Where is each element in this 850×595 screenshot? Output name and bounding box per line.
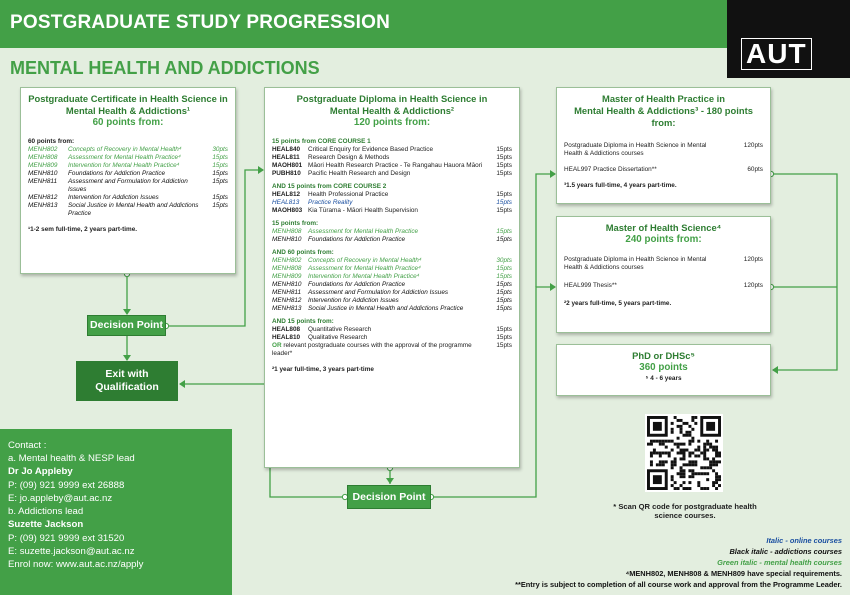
course-row xyxy=(272,154,512,162)
contact-b-label: b. Addictions lead xyxy=(8,506,84,518)
course-code: MENH808 xyxy=(272,227,302,235)
course-code: MENH810 xyxy=(28,169,58,177)
course-row xyxy=(564,166,763,174)
connector-decision2-mhp xyxy=(536,174,555,287)
decision-point-1 xyxy=(87,315,166,336)
diploma-core2-list xyxy=(272,191,512,215)
decision-point-2 xyxy=(347,485,431,509)
cert-points: 60 points from: xyxy=(92,117,164,129)
legend-online: Italic - online courses xyxy=(766,536,842,545)
card-postgraduate-diploma xyxy=(264,87,520,468)
course-points: 15pts xyxy=(496,198,512,206)
course-name: Kia Tūrama - Māori Health Supervision xyxy=(308,206,418,214)
diploma-or-text: relevant postgraduate courses with the approval of the programme leader* xyxy=(272,341,472,357)
mhs-title: Master of Health Science⁴ xyxy=(605,222,722,233)
course-name: Research Design & Methods xyxy=(308,153,390,161)
logo-text: AUT xyxy=(741,38,812,70)
course-points: 15pts xyxy=(496,145,512,153)
mhs-footnote: ²2 years full-time, 5 years part-time. xyxy=(564,300,672,308)
qr-code[interactable] xyxy=(645,414,723,492)
course-points: 15pts xyxy=(496,169,512,177)
contact-b-email[interactable]: E: suzette.jackson@aut.ac.nz xyxy=(8,545,135,557)
diploma-sec3-heading: 15 points from: xyxy=(272,219,319,227)
course-name: Intervention for Mental Health Practice⁴ xyxy=(308,272,420,280)
course-row xyxy=(272,265,512,273)
course-name: Health Professional Practice xyxy=(308,190,389,198)
course-code: MENH808 xyxy=(28,153,58,161)
course-code: MENH808 xyxy=(272,264,302,272)
diploma-sec5-or-row xyxy=(272,342,512,358)
diploma-sec5-list xyxy=(272,326,512,342)
diploma-sec4-list xyxy=(272,257,512,313)
mhp-footnote: ³1.5 years full-time, 4 years part-time. xyxy=(564,181,677,189)
course-points: 15pts xyxy=(496,325,512,333)
course-row xyxy=(272,199,512,207)
diploma-footnote: ²1 year full-time, 3 years part-time xyxy=(272,365,374,373)
legend-note-special: ⁴MENH802, MENH808 & MENH809 have special requirements. xyxy=(625,569,842,579)
course-name: Māori Health Research Practice - Te Rangahau Hauora Māori xyxy=(308,161,483,169)
course-points: 120pts xyxy=(743,141,763,149)
course-row xyxy=(28,162,228,170)
mhs-list xyxy=(564,256,763,290)
card-master-health-practice xyxy=(556,87,771,204)
course-row xyxy=(272,146,512,154)
course-name: Postgraduate Diploma in Health Science in Mental Health & Addictions courses xyxy=(564,256,707,272)
course-code: HEAL810 xyxy=(272,333,301,341)
course-name: Social Justice in Mental Health and Addictions Practice xyxy=(308,304,464,312)
course-name: Foundations for Addiction Practice xyxy=(308,280,406,288)
course-code: HEAL812 xyxy=(272,190,301,198)
qr-code-graphic xyxy=(647,416,721,490)
course-row xyxy=(272,334,512,342)
mhp-title-2: Mental Health & Addictions³ - 180 points from: xyxy=(574,105,753,129)
contact-panel xyxy=(0,429,232,595)
qr-caption: * Scan QR code for postgraduate health science courses. xyxy=(613,502,757,521)
course-row xyxy=(28,178,228,194)
course-name: Postgraduate Diploma in Health Science in Mental Health & Addictions courses xyxy=(564,141,707,157)
diploma-sec5-heading: AND 15 points from: xyxy=(272,317,334,325)
course-code: MAOH803 xyxy=(272,206,303,214)
course-row xyxy=(272,191,512,199)
contact-b-phone: P: (09) 921 9999 ext 31520 xyxy=(8,532,125,544)
course-code: MAOH801 xyxy=(272,161,303,169)
phd-title: PhD or DHSc⁵ xyxy=(632,350,695,361)
course-name: Assessment for Mental Health Practice xyxy=(308,227,419,235)
course-row xyxy=(272,297,512,305)
course-points: 15pts xyxy=(496,296,512,304)
legend xyxy=(515,535,842,591)
course-points: 15pts xyxy=(496,280,512,288)
page-subtitle: MENTAL HEALTH AND ADDICTIONS xyxy=(10,58,320,78)
course-points: 15pts xyxy=(496,264,512,272)
mhs-points: 240 points from: xyxy=(625,234,702,246)
course-name: Critical Enquiry for Evidence Based Practice xyxy=(308,145,434,153)
legend-note-entry: **Entry is subject to completion of all course work and approval from the Programme Leader. xyxy=(515,580,842,590)
course-code: MENH802 xyxy=(272,256,302,264)
course-points: 30pts xyxy=(496,256,512,264)
course-name: Intervention for Addiction Issues xyxy=(68,193,159,201)
course-row xyxy=(28,202,228,218)
course-row xyxy=(272,326,512,334)
cert-title-1: Postgraduate Certificate in Health Science in xyxy=(28,93,228,104)
course-code: HEAL811 xyxy=(272,153,300,161)
course-points: 15pts xyxy=(212,201,228,209)
course-name: Concepts of Recovery in Mental Health⁴ xyxy=(68,145,182,153)
course-points: 15pts xyxy=(496,272,512,280)
diploma-sec4-heading: AND 60 points from: xyxy=(272,248,334,256)
course-name: Intervention for Mental Health Practice⁴ xyxy=(68,161,180,169)
course-points: 15pts xyxy=(496,153,512,161)
course-name: Practice Reality xyxy=(308,198,353,206)
course-points: 30pts xyxy=(212,145,228,153)
course-name: Assessment and Formulation for Addiction Issues xyxy=(68,177,188,193)
course-row xyxy=(272,170,512,178)
course-points: 15pts xyxy=(212,153,228,161)
course-points: 15pts xyxy=(496,288,512,296)
contact-a-email[interactable]: E: jo.appleby@aut.ac.nz xyxy=(8,492,113,504)
course-name: Foundations for Addiction Practice xyxy=(308,235,406,243)
legend-mental-health: Green italic - mental health courses xyxy=(717,558,842,568)
course-name: HEAL997 Practice Dissertation** xyxy=(564,165,657,173)
contact-a-name: Dr Jo Appleby xyxy=(8,466,73,478)
cert-course-list xyxy=(28,146,228,218)
course-code: MENH812 xyxy=(272,296,302,304)
course-code: MENH811 xyxy=(28,177,58,185)
course-row xyxy=(564,282,763,290)
page-title: POSTGRADUATE STUDY PROGRESSION xyxy=(10,12,391,33)
card-master-health-science xyxy=(556,216,771,333)
course-code: HEAL813 xyxy=(272,198,300,206)
phd-points: 360 points xyxy=(639,362,688,374)
course-points: 15pts xyxy=(212,169,228,177)
enrol-link[interactable]: Enrol now: www.aut.ac.nz/apply xyxy=(8,559,144,571)
diploma-or-word: OR xyxy=(272,341,282,349)
course-points: 120pts xyxy=(743,282,763,290)
course-code: MENH802 xyxy=(28,145,58,153)
course-points: 15pts xyxy=(212,193,228,201)
course-code: MENH813 xyxy=(272,304,302,312)
course-row xyxy=(272,273,512,281)
course-points: 15pts xyxy=(496,190,512,198)
course-code: HEAL808 xyxy=(272,325,301,333)
course-points: 60pts xyxy=(747,165,763,173)
course-points: 15pts xyxy=(212,177,228,185)
course-name: Foundations for Addiction Practice xyxy=(68,169,166,177)
decision-point-2-label: Decision Point xyxy=(352,491,426,503)
course-row xyxy=(272,257,512,265)
card-phd xyxy=(556,344,771,396)
contact-a-phone: P: (09) 921 9999 ext 26888 xyxy=(8,479,125,491)
course-row xyxy=(272,289,512,297)
course-code: MENH809 xyxy=(28,161,58,169)
diploma-sec3-list xyxy=(272,228,512,244)
cert-section-heading: 60 points from: xyxy=(28,137,75,145)
course-name: Assessment for Mental Health Practice⁴ xyxy=(68,153,181,161)
decision-point-1-label: Decision Point xyxy=(90,319,163,331)
course-name: Assessment for Mental Health Practice⁴ xyxy=(308,264,421,272)
course-name: Quantitative Research xyxy=(308,325,372,333)
course-name: Pacific Health Research and Design xyxy=(308,169,411,177)
exit-line-2: Qualification xyxy=(95,381,159,393)
course-row xyxy=(28,170,228,178)
course-name: Concepts of Recovery in Mental Health⁴ xyxy=(308,256,422,264)
diploma-core1-list xyxy=(272,146,512,178)
course-row xyxy=(272,305,512,313)
course-code: MENH810 xyxy=(272,280,302,288)
course-row xyxy=(272,228,512,236)
cert-title-2: Mental Health & Addictions¹ xyxy=(65,105,191,117)
connector-mhp-phd xyxy=(771,174,837,370)
course-points: 15pts xyxy=(496,304,512,312)
phd-footnote: ⁵ 4 - 6 years xyxy=(645,375,682,383)
contact-heading: Contact : xyxy=(8,440,47,451)
course-row xyxy=(28,146,228,154)
course-name: HEAL999 Thesis** xyxy=(564,282,617,290)
mhp-title-1: Master of Health Practice in xyxy=(602,93,725,104)
diploma-core1-heading: 15 points from CORE COURSE 1 xyxy=(272,137,371,145)
diploma-core2-heading: AND 15 points from CORE COURSE 2 xyxy=(272,182,387,190)
course-row xyxy=(28,154,228,162)
course-row xyxy=(28,194,228,202)
course-row xyxy=(564,256,763,272)
exit-with-qualification xyxy=(76,361,178,401)
course-code: HEAL840 xyxy=(272,145,301,153)
course-code: PUBH810 xyxy=(272,169,301,177)
diploma-title-2: Mental Health & Addictions² xyxy=(329,105,455,117)
course-code: MENH813 xyxy=(28,201,58,209)
course-row xyxy=(564,142,763,158)
course-row xyxy=(272,281,512,289)
course-code: MENH812 xyxy=(28,193,58,201)
diploma-or-pts: 15pts xyxy=(496,341,512,349)
course-name: Intervention for Addiction Issues xyxy=(308,296,399,304)
course-code: MENH811 xyxy=(272,288,302,296)
diploma-points: 120 points from: xyxy=(353,117,431,129)
exit-line-1: Exit with xyxy=(105,368,149,380)
course-row xyxy=(272,207,512,215)
course-code: MENH810 xyxy=(272,235,302,243)
course-points: 15pts xyxy=(212,161,228,169)
card-postgraduate-certificate xyxy=(20,87,236,274)
course-name: Qualitative Research xyxy=(308,333,368,341)
contact-a-label: a. Mental health & NESP lead xyxy=(8,453,135,465)
course-points: 15pts xyxy=(496,227,512,235)
course-points: 15pts xyxy=(496,161,512,169)
course-name: Social Justice in Mental Health and Addictions Practice xyxy=(68,201,199,217)
course-points: 120pts xyxy=(743,256,763,264)
cert-footnote: ¹1-2 sem full-time, 2 years part-time. xyxy=(28,225,138,233)
course-points: 15pts xyxy=(496,235,512,243)
contact-b-name: Suzette Jackson xyxy=(8,519,84,531)
course-row xyxy=(272,162,512,170)
course-points: 15pts xyxy=(496,206,512,214)
course-row xyxy=(272,236,512,244)
course-code: MENH809 xyxy=(272,272,302,280)
mhp-list xyxy=(564,142,763,174)
course-name: Assessment and Formulation for Addiction Issues xyxy=(308,288,449,296)
diploma-title-1: Postgraduate Diploma in Health Science in xyxy=(296,93,488,104)
course-points: 15pts xyxy=(496,333,512,341)
legend-addictions: Black italic - addictions courses xyxy=(729,547,842,557)
